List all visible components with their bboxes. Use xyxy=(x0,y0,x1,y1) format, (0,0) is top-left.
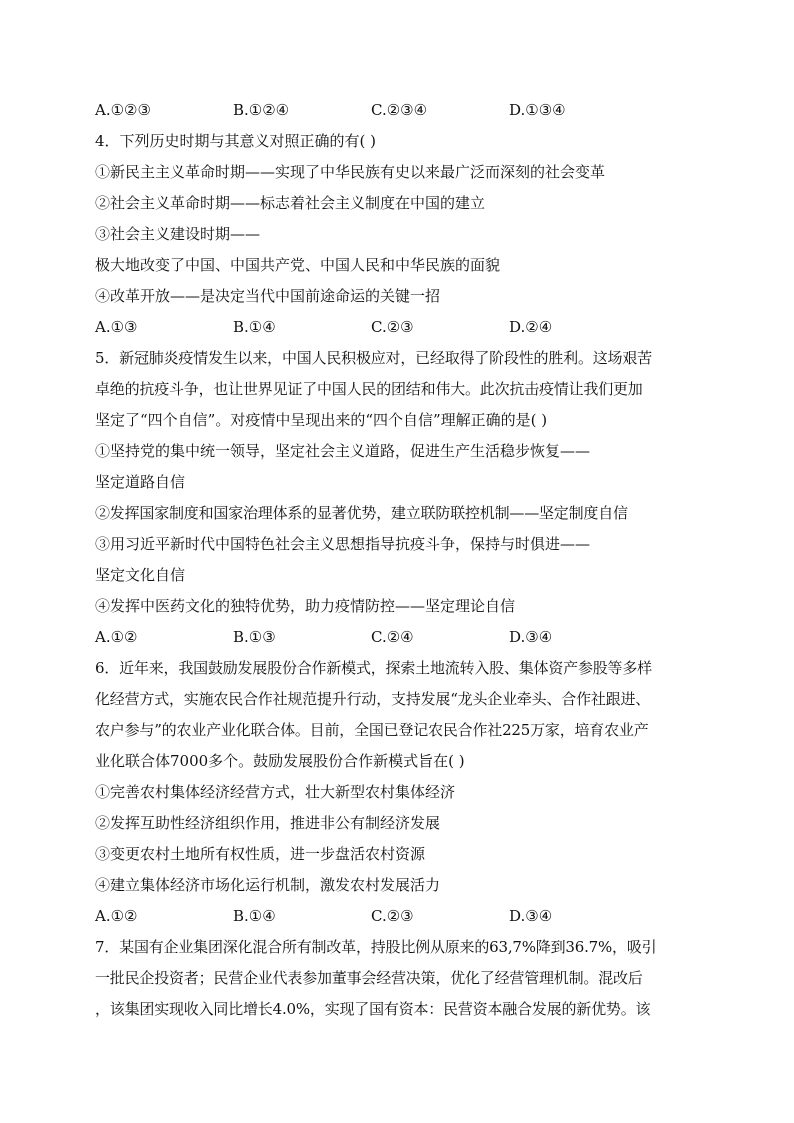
q4-option-d[interactable]: D.②④ xyxy=(509,318,553,336)
q5-stem-line-2: 卓绝的抗疫斗争，也让世界见证了中国人民的团结和伟大。此次抗击疫情让我们更加 xyxy=(95,380,643,398)
q4-item-1: ①新民主主义革命时期——实现了中华民族有史以来最广泛而深刻的社会变革 xyxy=(95,163,606,181)
q7-stem-line-2: 一批民企投资者；民营企业代表参加董事会经营决策，优化了经营管理机制。混改后 xyxy=(95,969,643,987)
q4-item-2: ②社会主义革命时期——标志着社会主义制度在中国的建立 xyxy=(95,194,486,212)
q3-option-b[interactable]: B.①②④ xyxy=(233,101,290,119)
q4-stem: 4．下列历史时期与其意义对照正确的有( ) xyxy=(95,132,377,150)
q4-item-4: ④改革开放——是决定当代中国前途命运的关键一招 xyxy=(95,287,441,305)
q4-option-a[interactable]: A.①③ xyxy=(95,318,138,336)
q6-option-d[interactable]: D.③④ xyxy=(509,907,553,925)
q3-options xyxy=(95,95,705,126)
q6-item-1: ①完善农村集体经济经营方式，壮大新型农村集体经济 xyxy=(95,783,456,801)
q7-stem-line-1: 7．某国有企业集团深化混合所有制改革，持股比例从原来的63,7%降到36.7%，吸引 xyxy=(95,938,657,956)
q5-item-3-cont: 坚定文化自信 xyxy=(95,566,186,584)
q5-stem-line-3: 坚定了“四个自信”。对疫情中呈现出来的“四个自信”理解正确的是( ) xyxy=(95,411,548,429)
q6-options xyxy=(95,901,705,932)
q5-options xyxy=(95,622,705,653)
q6-item-4: ④建立集体经济市场化运行机制，激发农村发展活力 xyxy=(95,876,441,894)
q4-item-3-cont: 极大地改变了中国、中国共产党、中国人民和中华民族的面貌 xyxy=(95,256,501,274)
q6-stem-line-4: 业化联合体7000多个。鼓励发展股份合作新模式旨在( ) xyxy=(95,752,465,770)
q6-option-b[interactable]: B.①④ xyxy=(233,907,276,925)
q5-item-1: ①坚持党的集中统一领导，坚定社会主义道路，促进生产生活稳步恢复—— xyxy=(95,442,591,460)
q6-item-2: ②发挥互助性经济组织作用，推进非公有制经济发展 xyxy=(95,814,441,832)
q5-option-c[interactable]: C.②④ xyxy=(371,628,414,646)
exam-page xyxy=(95,95,705,1025)
q6-stem-line-3: 农户参与”的农业产业化联合体。目前，全国已登记农民合作社225万家，培育农业产 xyxy=(95,721,649,739)
q3-option-d[interactable]: D.①③④ xyxy=(509,101,566,119)
q6-option-a[interactable]: A.①② xyxy=(95,907,138,925)
q5-item-3: ③用习近平新时代中国特色社会主义思想指导抗疫斗争，保持与时俱进—— xyxy=(95,535,591,553)
q6-item-3: ③变更农村土地所有权性质，进一步盘活农村资源 xyxy=(95,845,426,863)
q5-option-a[interactable]: A.①② xyxy=(95,628,138,646)
q6-option-c[interactable]: C.②③ xyxy=(371,907,414,925)
q4-option-b[interactable]: B.①④ xyxy=(233,318,276,336)
q5-item-2: ②发挥国家制度和国家治理体系的显著优势，建立联防联控机制——坚定制度自信 xyxy=(95,504,628,522)
q5-item-4: ④发挥中医药文化的独特优势，助力疫情防控——坚定理论自信 xyxy=(95,597,516,615)
q5-stem-line-1: 5．新冠肺炎疫情发生以来，中国人民积极应对，已经取得了阶段性的胜利。这场艰苦 xyxy=(95,349,652,367)
q4-option-c[interactable]: C.②③ xyxy=(371,318,414,336)
q4-item-3: ③社会主义建设时期—— xyxy=(95,225,261,243)
q7-stem-line-3: ，该集团实现收入同比增长4.0%，实现了国有资本：民营资本融合发展的新优势。该 xyxy=(95,1000,651,1018)
q5-item-1-cont: 坚定道路自信 xyxy=(95,473,186,491)
q4-options xyxy=(95,312,705,343)
q3-option-c[interactable]: C.②③④ xyxy=(371,101,428,119)
q6-stem-line-2: 化经营方式，实施农民合作社规范提升行动，支持发展“龙头企业牵头、合作社跟进、 xyxy=(95,690,651,708)
q6-stem-line-1: 6．近年来，我国鼓励发展股份合作新模式，探索土地流转入股、集体资产参股等多样 xyxy=(95,659,652,677)
q3-option-a[interactable]: A.①②③ xyxy=(95,101,151,119)
q5-option-b[interactable]: B.①③ xyxy=(233,628,276,646)
q5-option-d[interactable]: D.③④ xyxy=(509,628,553,646)
